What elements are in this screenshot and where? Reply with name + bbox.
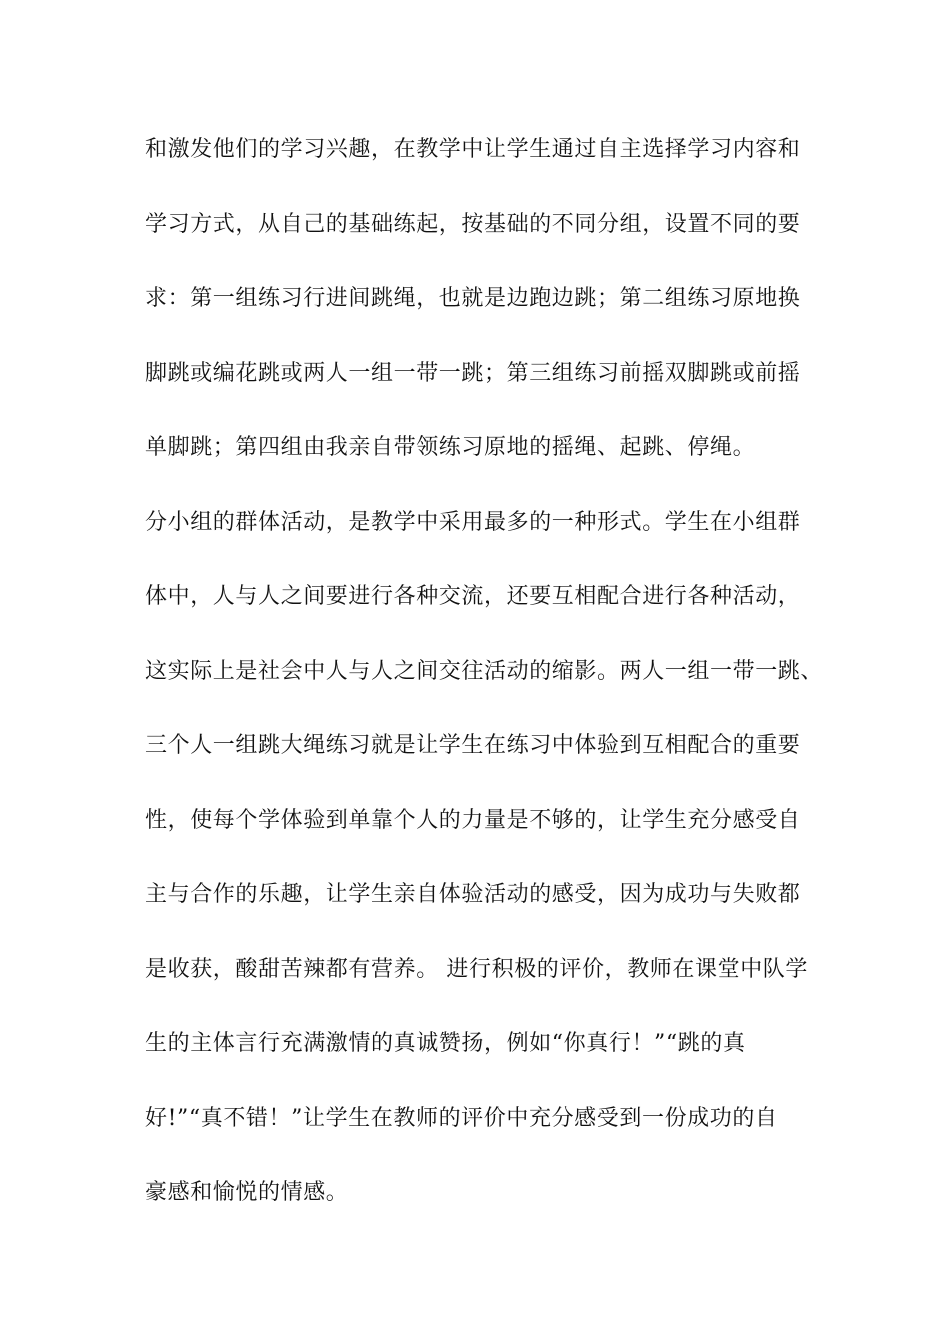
text-line: 单脚跳；第四组由我亲自带领练习原地的摇绳、起跳、停绳。 [145,435,756,460]
document-body [145,127,825,1245]
text-line: 分小组的群体活动，是教学中采用最多的一种形式。学生在小组群 [145,509,801,535]
text-line: 三个人一组跳大绳练习就是让学生在练习中体验到互相配合的重要 [145,733,801,758]
text-line: 和激发他们的学习兴趣，在教学中让学生通过自主选择学习内容和 [145,137,801,162]
text-line: 豪感和愉悦的情感。 [145,1180,349,1205]
text-line: 这实际上是社会中人与人之间交往活动的缩影。两人一组一带一跳、 [145,658,824,684]
text-line: 好!”“真不错！”让学生在教师的评价中充分感受到一份成功的自 [145,1105,778,1131]
text-line: 脚跳或编花跳或两人一组一带一跳；第三组练习前摇双脚跳或前摇 [145,360,801,386]
text-line: 生的主体言行充满激情的真诚赞扬，例如“你真行！”“跳的真 [145,1031,746,1056]
text-line: 体中，人与人之间要进行各种交流，还要互相配合进行各种活动， [145,584,801,609]
text-line: 求：第一组练习行进间跳绳，也就是边跑边跳；第二组练习原地换 [145,286,801,311]
text-line: 主与合作的乐趣，让学生亲自体验活动的感受，因为成功与失败都 [145,882,801,907]
text-line: 学习方式，从自己的基础练起，按基础的不同分组，设置不同的要 [145,211,801,237]
text-line: 是收获，酸甜苦辣都有营养。 进行积极的评价，教师在课堂中队学 [145,956,808,982]
text-line: 性，使每个学体验到单靠个人的力量是不够的，让学生充分感受自 [145,807,801,833]
